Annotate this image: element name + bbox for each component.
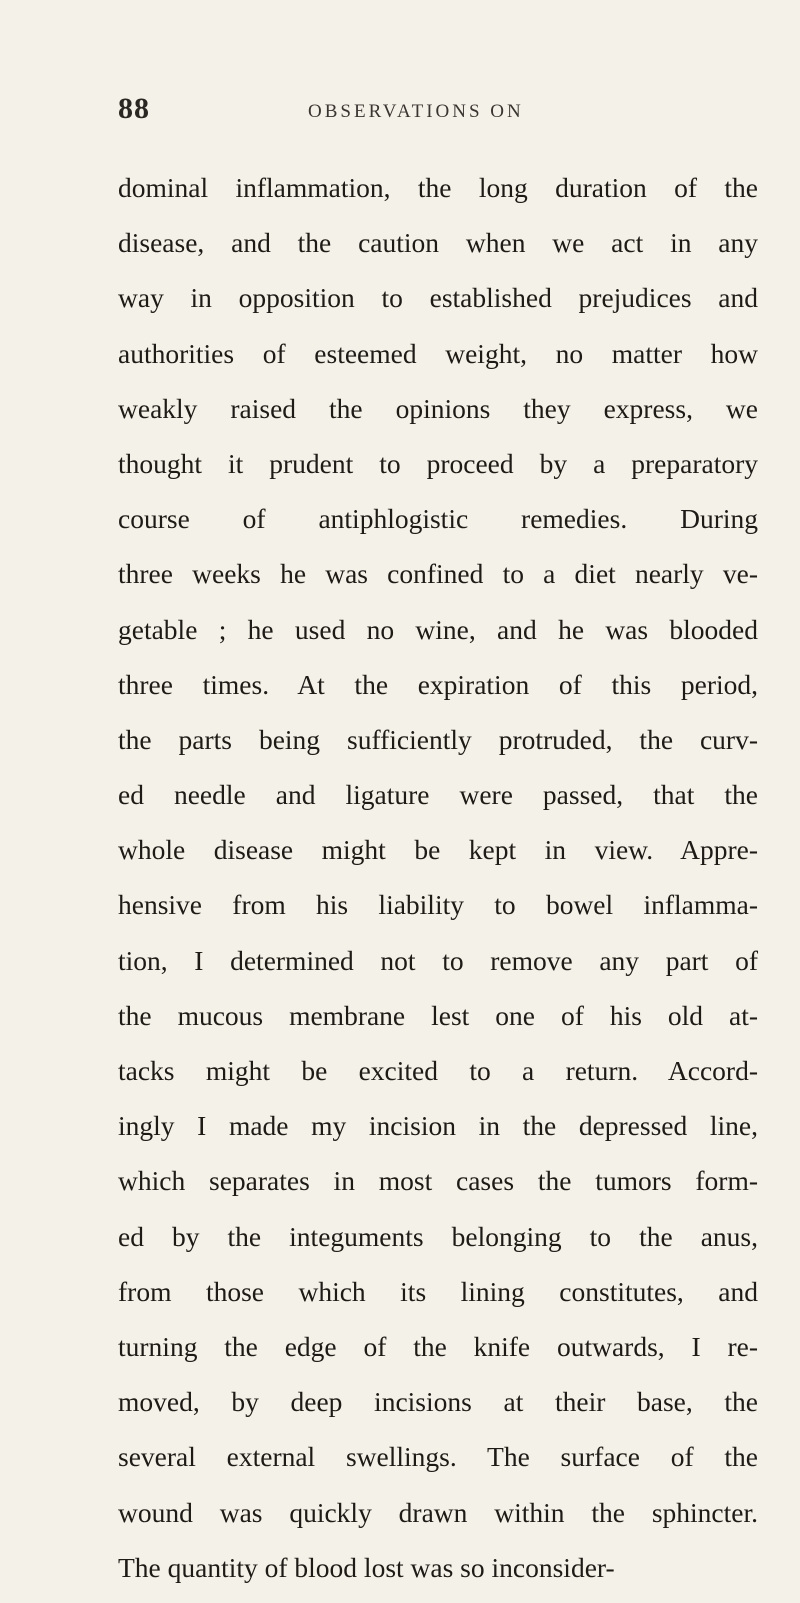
- text-line: disease, and the caution when we act in any: [118, 227, 758, 259]
- text-line: course of antiphlogistic remedies. During: [118, 503, 758, 535]
- text-line: tion, I determined not to remove any part of: [118, 944, 758, 976]
- text-line: wound was quickly drawn within the sphincter.: [118, 1496, 758, 1528]
- text-line: authorities of esteemed weight, no matter how: [118, 337, 758, 369]
- text-line: weakly raised the opinions they express, we: [118, 392, 758, 424]
- text-line: turning the edge of the knife outwards, I re-: [118, 1330, 758, 1362]
- body-text: [118, 168, 758, 1603]
- page-header: [118, 92, 758, 132]
- text-line: moved, by deep incisions at their base, the: [118, 1386, 758, 1418]
- text-line: hensive from his liability to bowel inflamma-: [118, 889, 758, 921]
- text-line: tacks might be excited to a return. Accord-: [118, 1055, 758, 1086]
- text-line: ingly I made my incision in the depressed line,: [118, 1110, 758, 1142]
- text-line: which separates in most cases the tumors form-: [118, 1165, 758, 1197]
- text-line: The quantity of blood lost was so inconsider-: [118, 1551, 615, 1583]
- text-line: way in opposition to established prejudices and: [118, 282, 758, 314]
- text-line: several external swellings. The surface of the: [118, 1441, 758, 1473]
- text-line: ed by the integuments belonging to the anus,: [118, 1220, 758, 1252]
- text-line: ed needle and ligature were passed, that the: [118, 779, 758, 811]
- text-line: whole disease might be kept in view. Appre-: [118, 834, 758, 866]
- running-head: OBSERVATIONS ON: [308, 101, 524, 122]
- text-line: thought it prudent to proceed by a preparatory: [118, 447, 758, 479]
- page-number: 88: [118, 92, 150, 125]
- text-line: from those which its lining constitutes, and: [118, 1275, 758, 1307]
- text-line: dominal inflammation, the long duration of the: [118, 172, 758, 203]
- text-line: the parts being sufficiently protruded, the curv-: [118, 723, 758, 755]
- text-line: three weeks he was confined to a diet nearly ve-: [118, 558, 758, 590]
- text-line: the mucous membrane lest one of his old at-: [118, 999, 758, 1031]
- text-line: getable ; he used no wine, and he was blooded: [118, 613, 758, 645]
- text-line: three times. At the expiration of this period,: [118, 668, 758, 700]
